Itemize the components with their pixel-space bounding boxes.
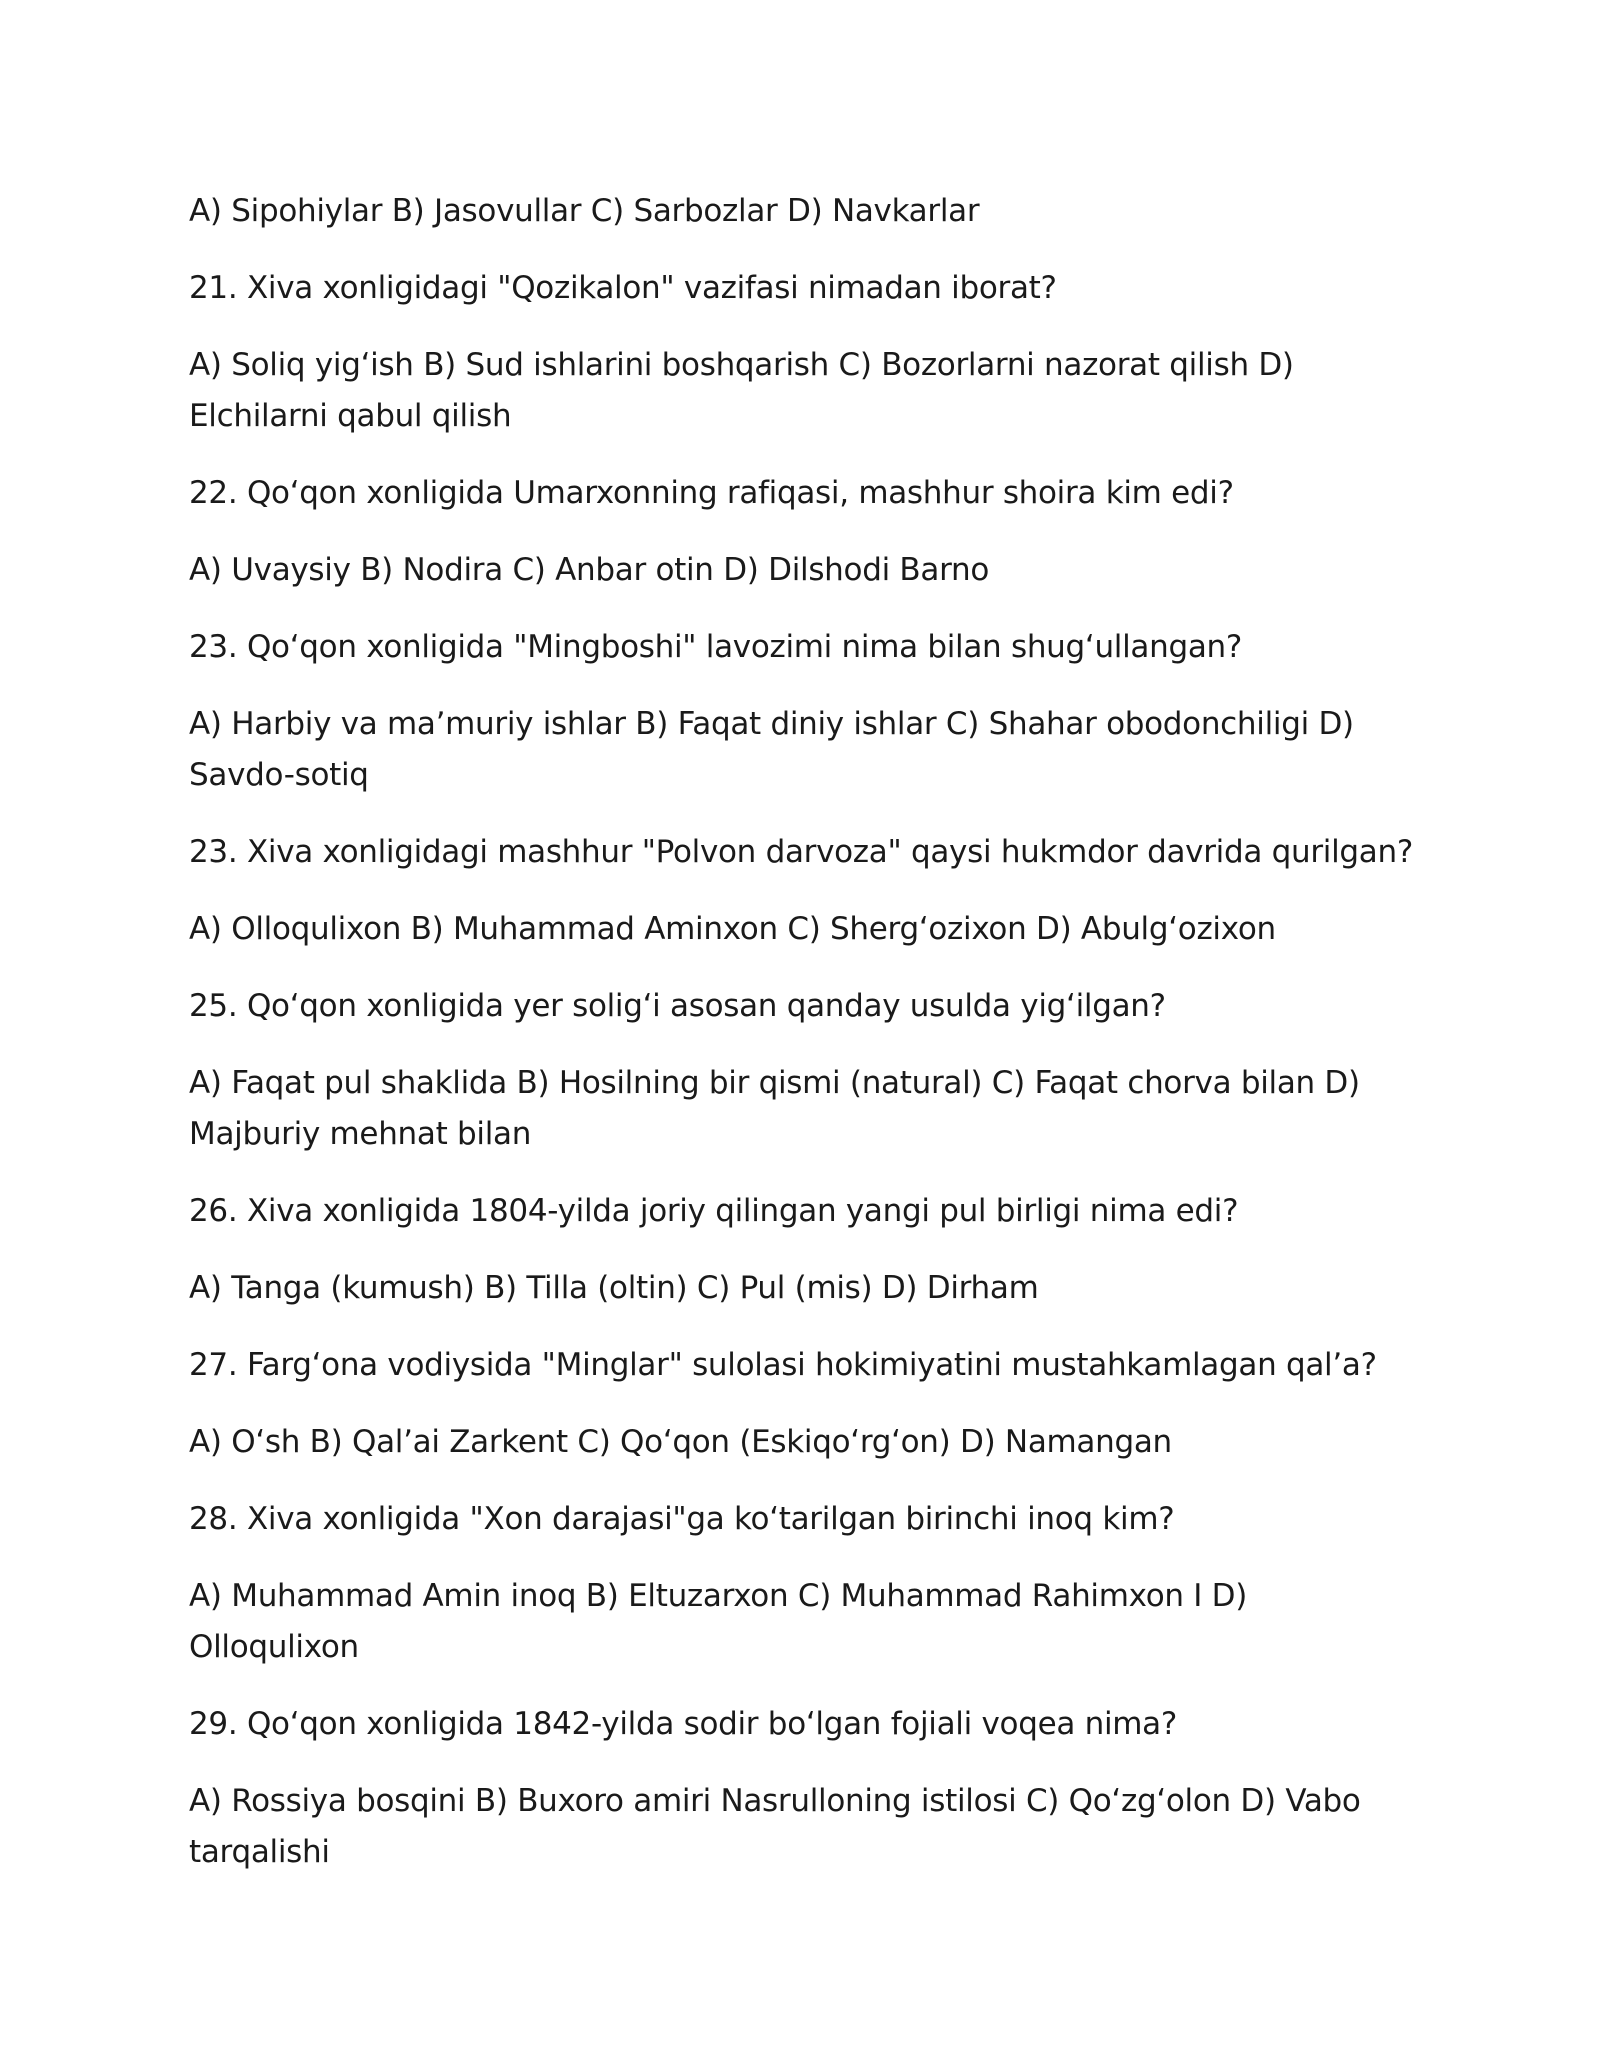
question-28: 28. Xiva xonligida "Xon darajasi"ga ko‘tarilgan birinchi inoq kim? [189,1501,1175,1537]
question-23b: 23. Xiva xonligidagi mashhur "Polvon darvoza" qaysi hukmdor davrida qurilgan? [189,834,1413,870]
question-26: 26. Xiva xonligida 1804-yilda joriy qilingan yangi pul birligi nima edi? [189,1193,1239,1229]
answer-options-20: A) Sipohiylar B) Jasovullar C) Sarbozlar D) Navkarlar [189,193,980,229]
answer-options-26: A) Tanga (kumush) B) Tilla (oltin) C) Pul (mis) D) Dirham [189,1270,1039,1306]
answer-options-28: A) Muhammad Amin inoq B) Eltuzarxon C) Muhammad Rahimxon I D) Olloqulixon [189,1578,1248,1665]
question-25: 25. Qo‘qon xonligida yer solig‘i asosan qanday usulda yig‘ilgan? [189,988,1166,1024]
document-body [189,186,1419,1904]
answer-options-22: A) Uvaysiy B) Nodira C) Anbar otin D) Dilshodi Barno [189,552,990,588]
question-22: 22. Qo‘qon xonligida Umarxonning rafiqasi, mashhur shoira kim edi? [189,475,1234,511]
answer-options-23: A) Harbiy va ma’muriy ishlar B) Faqat diniy ishlar C) Shahar obodonchiligi D) Savdo-sotiq [189,706,1354,793]
question-23: 23. Qo‘qon xonligida "Mingboshi" lavozimi nima bilan shug‘ullangan? [189,629,1243,665]
answer-options-27: A) O‘sh B) Qal’ai Zarkent C) Qo‘qon (Eskiqo‘rg‘on) D) Namangan [189,1424,1172,1460]
answer-options-23b: A) Olloqulixon B) Muhammad Aminxon C) Sherg‘ozixon D) Abulg‘ozixon [189,911,1276,947]
question-29: 29. Qo‘qon xonligida 1842-yilda sodir bo‘lgan fojiali voqea nima? [189,1706,1178,1742]
answer-options-25: A) Faqat pul shaklida B) Hosilning bir qismi (natural) C) Faqat chorva bilan D) Majburiy mehnat bilan [189,1065,1360,1152]
question-21: 21. Xiva xonligidagi "Qozikalon" vazifasi nimadan iborat? [189,270,1057,306]
answer-options-21: A) Soliq yig‘ish B) Sud ishlarini boshqarish C) Bozorlarni nazorat qilish D) Elchilarni qabul qilish [189,347,1294,434]
question-27: 27. Farg‘ona vodiysida "Minglar" sulolasi hokimiyatini mustahkamlagan qal’a? [189,1347,1377,1383]
answer-options-29: A) Rossiya bosqini B) Buxoro amiri Nasrulloning istilosi C) Qo‘zg‘olon D) Vabo tarqalishi [189,1783,1361,1870]
